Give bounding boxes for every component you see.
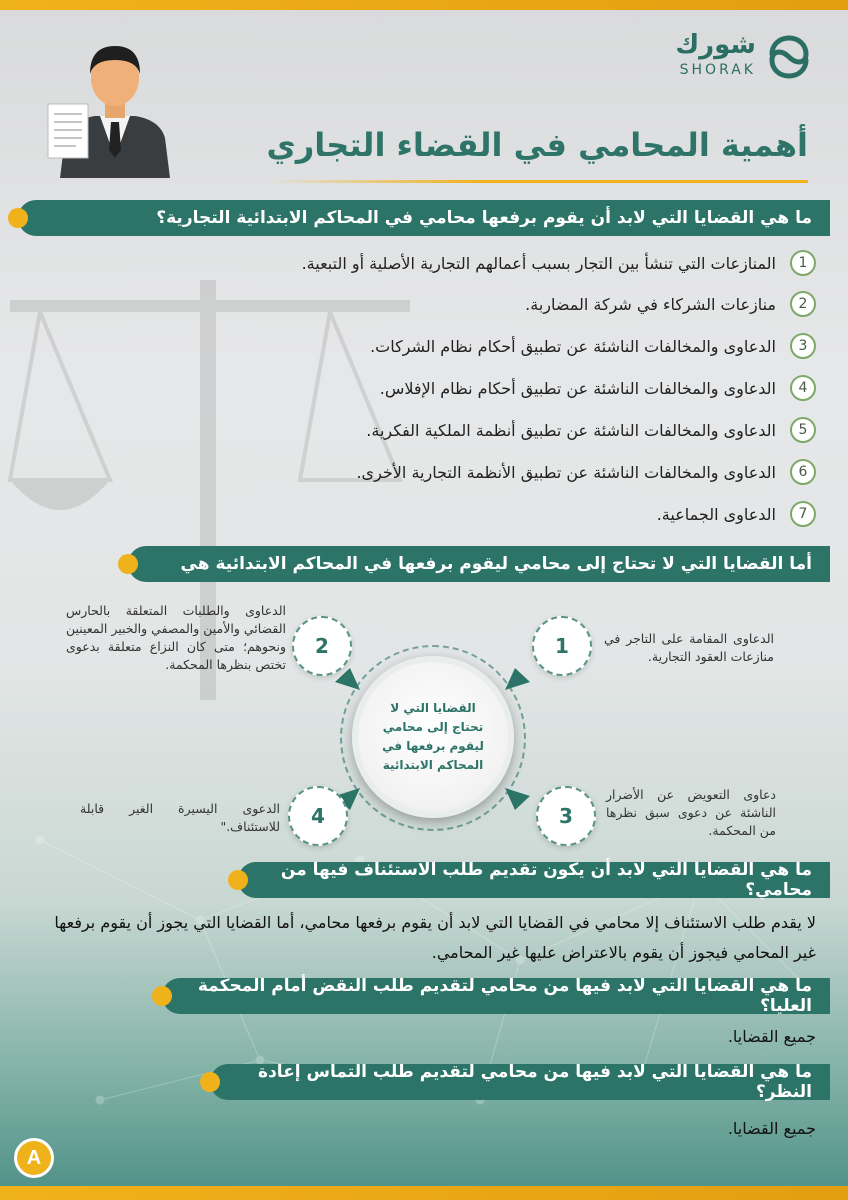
item-number: 3 xyxy=(790,333,816,359)
list-item xyxy=(380,372,816,404)
page-title: أهمية المحامي في القضاء التجاري xyxy=(266,126,808,164)
bottom-accent-bar xyxy=(0,1186,848,1200)
item-number: 1 xyxy=(790,250,816,276)
diagram-node-2: 2 xyxy=(292,616,352,676)
diagram-node-1: 1 xyxy=(532,616,592,676)
item-text: منازعات الشركاء في شركة المضاربة. xyxy=(525,294,776,314)
lawyer-illustration xyxy=(40,38,190,178)
diagram-node-4-text: الدعوى اليسيرة الغير قابلة للاستئناف." xyxy=(80,801,280,835)
diagram-node-2-text: الدعاوى والطلبات المتعلقة بالحارس القضائي والأمين والمصفي والخبير المعينين ونحوهم؛ متى كان النزاع متعلقة بدعوى تختص بنظرها المحكمة. xyxy=(66,603,286,673)
diagram-node-3-text: دعاوى التعويض عن الأضرار الناشئة عن دعوى سبق نظرها من المحكمة. xyxy=(606,787,776,839)
no-lawyer-cases-diagram xyxy=(0,590,848,860)
logo-text-english: SHORAK xyxy=(679,62,756,78)
shorak-logo-icon xyxy=(766,34,812,80)
section3-heading: ما هي القضايا التي لابد أن يكون تقديم طلب الاستئناف فيها من محامي؟ xyxy=(238,862,830,898)
diagram-center-text: القضايا التي لا تحتاج إلى محامي ليقوم برفعها في المحاكم الابتدائية xyxy=(382,700,484,773)
item-number: 5 xyxy=(790,417,816,443)
item-number: 2 xyxy=(790,291,816,317)
item-text: الدعاوى والمخالفات الناشئة عن تطبيق أحكام نظام الشركات. xyxy=(370,336,776,356)
item-text: الدعاوى والمخالفات الناشئة عن تطبيق أحكام نظام الإفلاس. xyxy=(379,378,776,398)
section5-answer: جميع القضايا. xyxy=(727,1119,816,1138)
page-badge: A xyxy=(14,1138,54,1178)
brand-logo xyxy=(662,30,812,86)
list-item xyxy=(525,288,816,320)
section2-heading: أما القضايا التي لا تحتاج إلى محامي ليقوم برفعها في المحاكم الابتدائية هي xyxy=(128,546,830,582)
item-number: 6 xyxy=(790,459,816,485)
list-item xyxy=(302,247,816,279)
top-accent-bar xyxy=(0,0,848,10)
list-item xyxy=(366,414,816,446)
list-item xyxy=(370,330,816,362)
diagram-node-3: 3 xyxy=(536,786,596,846)
diagram-node-4: 4 xyxy=(288,786,348,846)
list-item xyxy=(356,456,816,488)
logo-text-arabic: شورك xyxy=(675,30,756,60)
section5-heading: ما هي القضايا التي لابد فيها من محامي لتقديم طلب التماس إعادة النظر؟ xyxy=(210,1064,830,1100)
section1-heading: ما هي القضايا التي لابد أن يقوم برفعها محامي في المحاكم الابتدائية التجارية؟ xyxy=(18,200,830,236)
section3-answer: لا يقدم طلب الاستئناف إلا محامي في القضايا التي لابد أن يقوم برفعها محامي، أما القضايا التي يجوز أن يقوم برفعها غير المحامي فيجوز أن يقوم بالاعتراض عليها غير المحامي. xyxy=(54,913,816,963)
item-number: 7 xyxy=(790,501,816,527)
section4-answer: جميع القضايا. xyxy=(727,1027,816,1046)
item-text: الدعاوى والمخالفات الناشئة عن تطبيق أنظمة الملكية الفكرية. xyxy=(366,420,776,440)
list-item xyxy=(657,498,816,530)
item-text: الدعاوى الجماعية. xyxy=(656,504,776,524)
title-underline xyxy=(268,180,808,183)
item-text: الدعاوى والمخالفات الناشئة عن تطبيق الأنظمة التجارية الأخرى. xyxy=(356,462,776,482)
item-number: 4 xyxy=(790,375,816,401)
section4-heading: ما هي القضايا التي لابد فيها من محامي لتقديم طلب النقض أمام المحكمة العليا؟ xyxy=(162,978,830,1014)
item-text: المنازعات التي تنشأ بين التجار بسبب أعمالهم التجارية الأصلية أو التبعية. xyxy=(301,253,776,273)
diagram-node-1-text: الدعاوى المقامة على التاجر في منازعات العقود التجارية. xyxy=(604,631,774,665)
